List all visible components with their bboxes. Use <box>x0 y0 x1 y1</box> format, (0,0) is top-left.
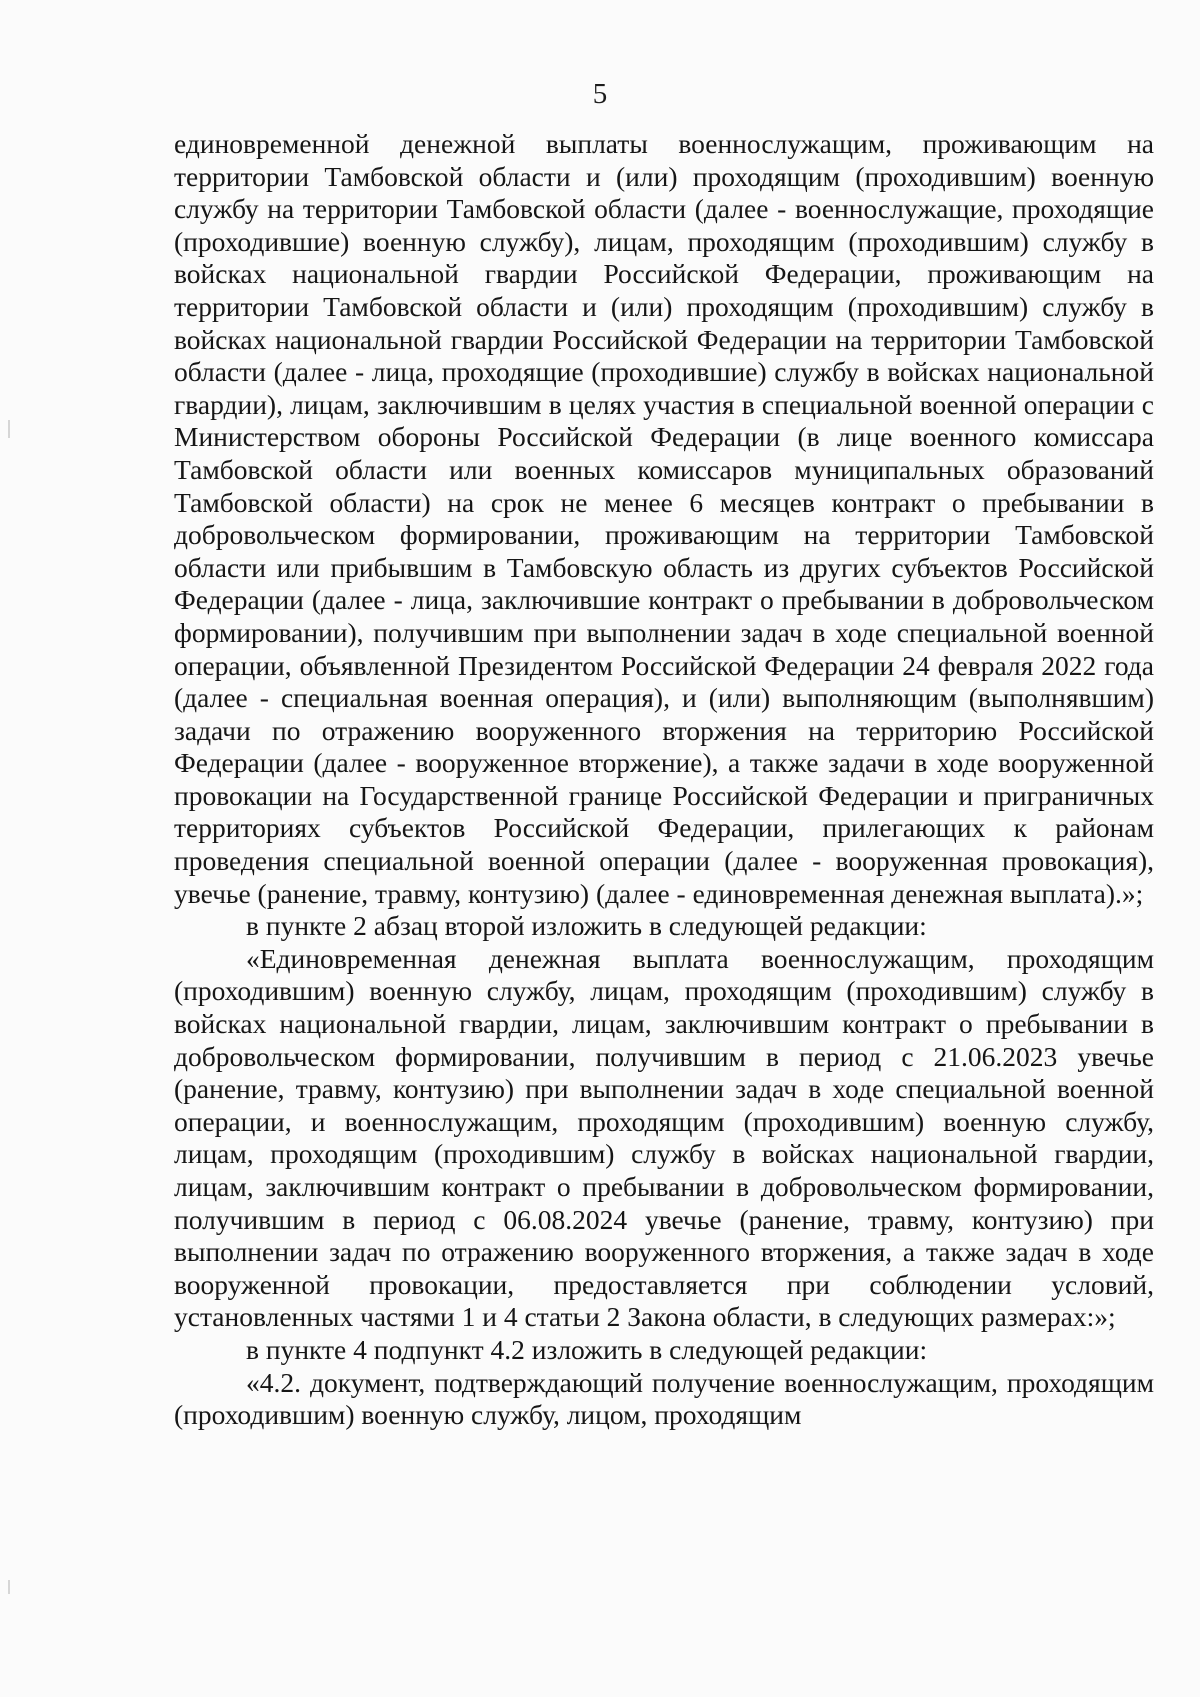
scan-edge-mark <box>8 1580 10 1594</box>
paragraph-amendment-point-2: в пункте 2 абзац второй изложить в следующей редакции: <box>246 910 927 942</box>
scan-edge-mark <box>8 420 10 438</box>
document-body <box>174 128 1154 1432</box>
paragraph-continuation: единовременной денежной выплаты военнослужащим, проживающим на территории Тамбовской области и (или) проходящим (проходившим) военную службу на территории Тамбовской области (далее - военнослужащие, проходящие (проходившие) военную службу), лицам, проходящим (проходившим) службу в войсках национальной гвардии Российской Федерации, проживающим на территории Тамбовской области и (или) проходящим (проходившим) службу в войсках национальной гвардии Российской Федерации на территории Тамбовской области (далее - лица, проходящие (проходившие) службу в войсках национальной гвардии), лицам, заключившим в целях участия в специальной военной операции с Министерством обороны Российской Федерации (в лице военного комиссара Тамбовской области или военных комиссаров муниципальных образований Тамбовской области) на срок не менее 6 месяцев контракт о пребывании в добровольческом формировании, проживающим на территории Тамбовской области или прибывшим в Тамбовскую область из других субъектов Российской Федерации (далее - лица, заключившие контракт о пребывании в добровольческом формировании), получившим при выполнении задач в ходе специальной военной операции, объявленной Президентом Российской Федерации 24 февраля 2022 года (далее - специальная военная операция), и (или) выполняющим (выполнявшим) задачи по отражению вооруженного вторжения на территорию Российской Федерации (далее - вооруженное вторжение), а также задачи в ходе вооруженной провокации на Государственной границе Российской Федерации и приграничных территориях субъектов Российской Федерации, прилегающих к районам проведения специальной военной операции (далее - вооруженная провокация), увечье (ранение, травму, контузию) (далее - единовременная денежная выплата).»; <box>174 128 1154 909</box>
page-number: 5 <box>592 78 608 110</box>
paragraph-amendment-point-4: в пункте 4 подпункт 4.2 изложить в следующей редакции: <box>246 1333 928 1365</box>
paragraph-subpoint-4-2: «4.2. документ, подтверждающий получение военнослужащим, проходящим (проходившим) военную службу, лицом, проходящим <box>174 1366 1154 1431</box>
paragraph-payment-text: «Единовременная денежная выплата военнослужащим, проходящим (проходившим) военную службу, лицам, проходящим (проходившим) службу в войсках национальной гвардии, лицам, заключившим контракт о пребывании в добровольческом формировании, получившим в период с 21.06.2023 увечье (ранение, травму, контузию) при выполнении задач в ходе специальной военной операции, и военнослужащим, проходящим (проходившим) военную службу, лицам, проходящим (проходившим) службу в войсках национальной гвардии, лицам, заключившим контракт о пребывании в добровольческом формировании, получившим в период с 06.08.2024 увечье (ранение, травму, контузию) при выполнении задач по отражению вооруженного вторжения, а также задач в ходе вооруженной провокации, предоставляется при соблюдении условий, установленных частями 1 и 4 статьи 2 Закона области, в следующих размерах:»; <box>174 942 1154 1333</box>
